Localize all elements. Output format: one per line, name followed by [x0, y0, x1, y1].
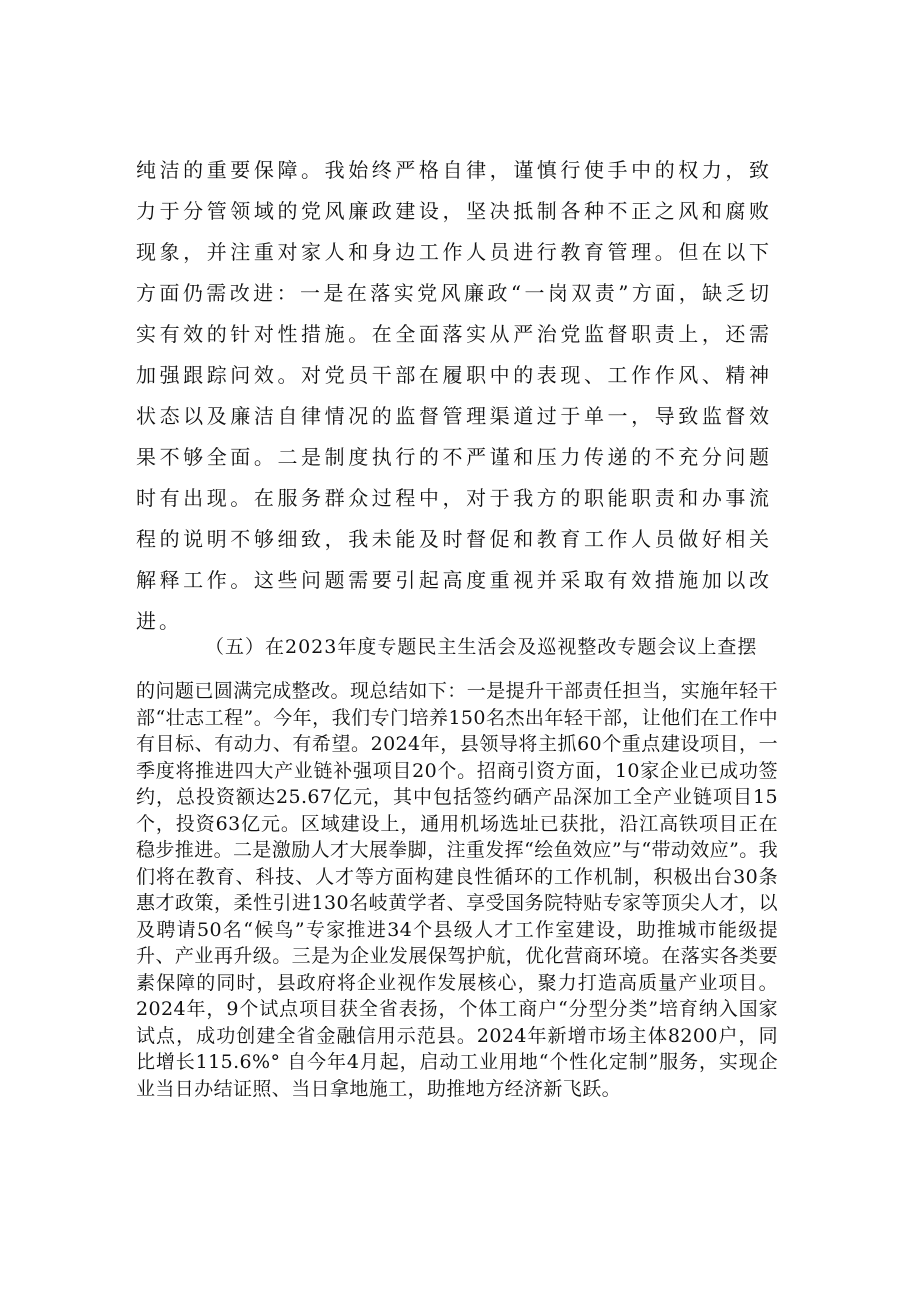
section-heading: （五）在2023年度专题民主生活会及巡视整改专题会议上查摆: [205, 636, 758, 658]
body-paragraph-2: 的问题已圆满完成整改。现总结如下：一是提升干部责任担当，实施年轻干部“壮志工程”。今年，我们专门培养150名杰出年轻干部，让他们在工作中有目标、有动力、有希望。2024年，县领导将主抓60个重点建设项目，一季度将推进四大产业链补强项目20个。招商引资方面，10家企业已成功签约，总投资额达25.67亿元，其中包括签约硒产品深加工全产业链项目15个，投资63亿元。区域建设上，通用机场选址已获批，沿江高铁项目正在稳步推进。二是激励人才大展拳脚，注重发挥“绘鱼效应”与“带动效应”。我们将在教育、科技、人才等方面构建良性循环的工作机制，积极出台30条惠才政策，柔性引进130名岐黄学者、享受国务院特贴专家等顶尖人才，以及聘请50名“候鸟”专家推进34个县级人才工作室建设，助推城市能级提升、产业再升级。三是为企业发展保驾护航，优化营商环境。在落实各类要素保障的同时，县政府将企业视作发展核心，聚力打造高质量产业项目。2024年，9个试点项目获全省表扬，个体工商户“分型分类”培育纳入国家试点，成功创建全省金融信用示范县。2024年新增市场主体8200户，同比增长115.6%° 自今年4月起，启动工业用地“个性化定制”服务，实现企业当日办结证照、当日拿地施工，助推地方经济新飞跃。: [136, 680, 778, 1100]
body-paragraph-1: 纯洁的重要保障。我始终严格自律，谨慎行使手中的权力，致力于分管领域的党风廉政建设，坚决抵制各种不正之风和腐败现象，并注重对家人和身边工作人员进行教育管理。但在以下方面仍需改进：一是在落实党风廉政“一岗双责”方面，缺乏切实有效的针对性措施。在全面落实从严治党监督职责上，还需加强跟踪问效。对党员干部在履职中的表现、工作作风、精神状态以及廉洁自律情况的监督管理渠道过于单一，导致监督效果不够全面。二是制度执行的不严谨和压力传递的不充分问题时有出现。在服务群众过程中，对于我方的职能职责和办事流程的说明不够细致，我未能及时督促和教育工作人员做好相关解释工作。这些问题需要引起高度重视并采取有效措施加以改进。: [136, 158, 772, 633]
